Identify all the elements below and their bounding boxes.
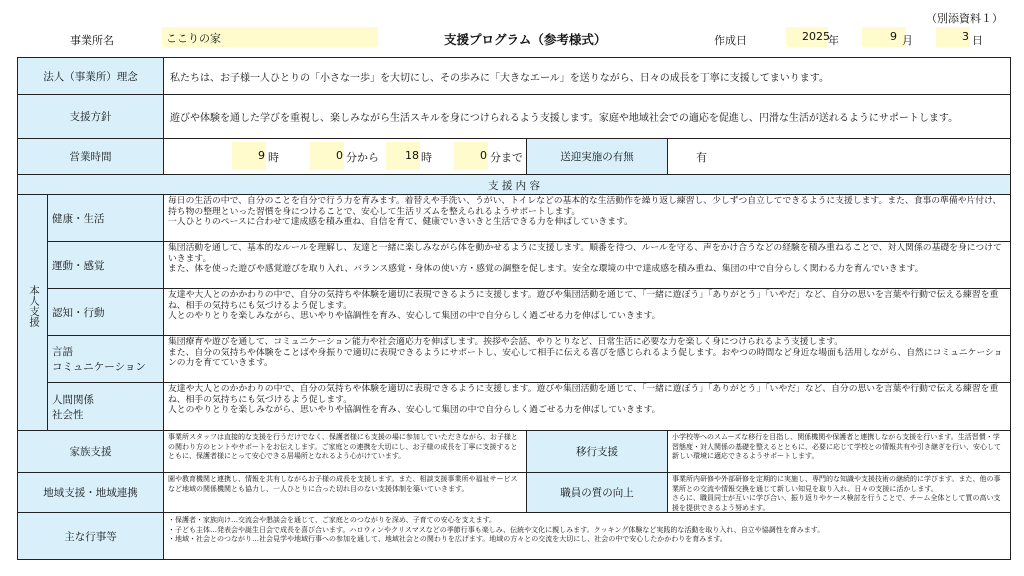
personal-label-health: 健康・生活 <box>48 195 164 241</box>
hours-row <box>18 139 1010 175</box>
events-line: ・保護者・家族向け…交流会や懇談会を通じて、ご家庭とのつながりを深め、子育ての安心を支えます。 <box>168 516 497 524</box>
personal-support-label: 本人支援 <box>28 285 40 327</box>
events-label: 主な行事等 <box>18 513 164 559</box>
events-list <box>164 514 1010 547</box>
personal-text-health: 毎日の生活の中で、自分のことを自分で行う力を育みます。着替えや手洗い、うがい、トイレなどの基本的な生活動作を繰り返し練習し、少しずつ自立してできるように支援します。また、食事の準備や片付け、持ち物の整理といった習慣を身につけることで、安心して生活リズムを整えられるようサポートします。 一人ひとりのペースに合わせて達成感を積み重ね、自信を育て、健康でいきいきと生活できる力を伸ばしていきます。 <box>168 196 1002 228</box>
day-unit: 日 <box>972 34 983 47</box>
philosophy-row <box>18 58 1010 95</box>
support-content-row <box>18 175 1010 195</box>
personal-label-language: 言語 コミュニケーション <box>48 336 164 382</box>
staff-label: 職員の質の向上 <box>526 473 668 512</box>
personal-text-cognition: 友達や大人とのかかわりの中で、自分の気持ちや体験を適切に表現できるように支援します。遊びや集団活動を通じて、「一緒に遊ぼう」「ありがとう」「いやだ」など、自分の思いを言葉や行動で伝える練習を重ね、相手の気持ちにも気づけるよう促します。 人とのやりとりを楽しみながら、思いやりや協調性を育み、安心して集団の中で自分らしく過ごせる力を伸ばしていきます。 <box>168 290 999 322</box>
transition-label: 移行支援 <box>526 431 668 472</box>
transport-value[interactable]: 有 <box>696 151 707 164</box>
personal-row-health <box>48 195 1010 242</box>
day-field[interactable]: 3 <box>936 27 970 47</box>
page-title: 支援プログラム（参考様式） <box>444 32 607 47</box>
policy-row <box>18 95 1010 139</box>
family-row <box>18 431 1010 473</box>
month-unit: 月 <box>902 34 913 47</box>
end-hour-unit: 時 <box>421 151 432 164</box>
family-label: 家族支援 <box>18 431 164 472</box>
personal-row-language <box>48 336 1010 383</box>
hours-label: 営業時間 <box>18 139 164 174</box>
start-hour[interactable]: 9 <box>258 149 265 162</box>
office-name-field[interactable]: ここりの家 <box>162 27 378 47</box>
personal-text-motor: 集団活動を通して、基本的なルールを理解し、友達と一緒に楽しみながら体を動かせるように支援します。順番を待つ、ルールを守る、声をかけ合うなどの経験を積み重ねることで、対人関係の基礎を身につけていきます。 また、体を使った遊びや感覚遊びを取り入れ、バランス感覚・身体の使い方・感覚の調整を促します。安全な環境の中で達成感を積み重ね、集団の中で自分らしく関わる力を育んでいきます。 <box>168 243 1002 275</box>
policy-label: 支援方針 <box>18 95 164 138</box>
start-minute-unit: 分から <box>346 151 379 164</box>
community-text: 園や教育機関と連携し、情報を共有しながらお子様の成長を支援します。また、相談支援事業所や福祉サービスなど地域の関係機関とも協力し、一人ひとりに合った切れ目のない支援体制を築いていきます。 <box>168 475 518 493</box>
personal-row-cognition <box>48 289 1010 336</box>
end-hour[interactable]: 18 <box>405 149 419 162</box>
created-label: 作成日 <box>714 34 747 47</box>
start-hour-unit: 時 <box>268 151 279 164</box>
events-line: ・地域・社会とのつながり…社会見学や地域行事への参加を通して、地域社会との関わりを広げます。地域の方々との交流を大切にし、社会の中で安心したかかわりを育みます。 <box>168 535 727 543</box>
end-minute[interactable]: 0 <box>480 149 487 162</box>
personal-row-social <box>48 383 1010 431</box>
year-unit: 年 <box>828 34 839 47</box>
community-row <box>18 473 1010 513</box>
events-line: ・子ども主体…発表会や誕生日会で成長を喜び合います。ハロウィンやクリスマスなどの季節行事も楽しみ、伝統や文化に親しみます。クッキング体験など実践的な活動を取り入れ、自立や協調性を育みます。 <box>168 525 825 534</box>
philosophy-label: 法人（事業所）理念 <box>18 58 164 94</box>
start-minute[interactable]: 0 <box>336 149 343 162</box>
personal-text-language: 集団療育や遊びを通して、コミュニケーション能力や社会適応力を伸ばします。挨拶や会話、やりとりなど、日常生活に必要な力を楽しく身につけられるよう支援します。 また、自分の気持ちや体験をことばや身振りで適切に表現できるようにサポートし、安心して相手に伝える喜びを感じられるよう促します。おやつの時間など身近な場面も活用しながら、自然にコミュニケーションの力を育てていきます。 <box>168 337 1003 369</box>
transition-text: 小学校等へのスムーズな移行を目指し、関係機関や保護者と連携しながら支援を行います。生活習慣・学習態度・対人関係の基礎を整えるとともに、必要に応じて学校との情報共有や引き継ぎを行い、安心して新しい環境に適応できるようサポートします。 <box>672 433 1001 460</box>
family-text: 事業所スタッフは直接的な支援を行うだけでなく、保護者様にも支援の場に参加していただきながら、お子様との関わり方のヒントやサポートをお伝えします。ご家庭との連携を大切にし、お子様の成長を丁寧に支援するとともに、保護者様にとって安心できる居場所となれるよう心がけています。 <box>168 433 518 460</box>
month-field[interactable]: 9 <box>862 27 906 47</box>
community-label: 地域支援・地域連携 <box>18 473 164 512</box>
attachment-note: （別添資料１） <box>926 12 1003 25</box>
personal-row-motor <box>48 242 1010 289</box>
year-field[interactable]: 2025 <box>786 27 828 47</box>
end-minute-unit: 分まで <box>490 151 523 164</box>
transport-label: 送迎実施の有無 <box>526 139 668 174</box>
philosophy-text: 私たちは、お子様一人ひとりの「小さな一歩」を大切にし、その歩みに「大きなエール」を送りながら、日々の成長を丁寧に支援してまいります。 <box>170 72 829 84</box>
support-content-label: 支 援 内 容 <box>487 180 540 192</box>
staff-text: 事業所内研修や外部研修を定期的に実施し、専門的な知識や支援技術の継続的に学びます。また、他の事業所との交流や情報交換を通じて新しい知見を取り入れ、日々の支援に活かします。 さらに、職員同士が互いに学び合い、振り返りやケース検討を行うことで、チーム全体として質の高い支援を提供できるよう努めます。 <box>672 475 1001 512</box>
program-table <box>17 57 1011 560</box>
personal-label-motor: 運動・感覚 <box>48 242 164 288</box>
personal-label-social: 人間関係 社会性 <box>48 383 164 430</box>
events-row <box>18 513 1010 559</box>
personal-support-header <box>18 195 48 431</box>
policy-text: 遊びや体験を通した学びを重視し、楽しみながら生活スキルを身につけられるよう支援します。家庭や地域社会での適応を促進し、円滑な生活が送れるようにサポートします。 <box>170 113 959 124</box>
personal-label-cognition: 認知・行動 <box>48 289 164 335</box>
personal-text-social: 友達や大人とのかかわりの中で、自分の気持ちや体験を適切に表現できるように支援します。遊びや集団活動を通じて、「一緒に遊ぼう」「ありがとう」「いやだ」など、自分の思いを言葉や行動で伝える練習を重ね、相手の気持ちにも気づけるよう促します。 人とのやりとりを楽しみながら、思いやりや協調性を育み、安心して集団の中で自分らしく過ごせる力を伸ばしていきます。 <box>168 384 999 416</box>
office-label: 事業所名 <box>70 34 114 47</box>
